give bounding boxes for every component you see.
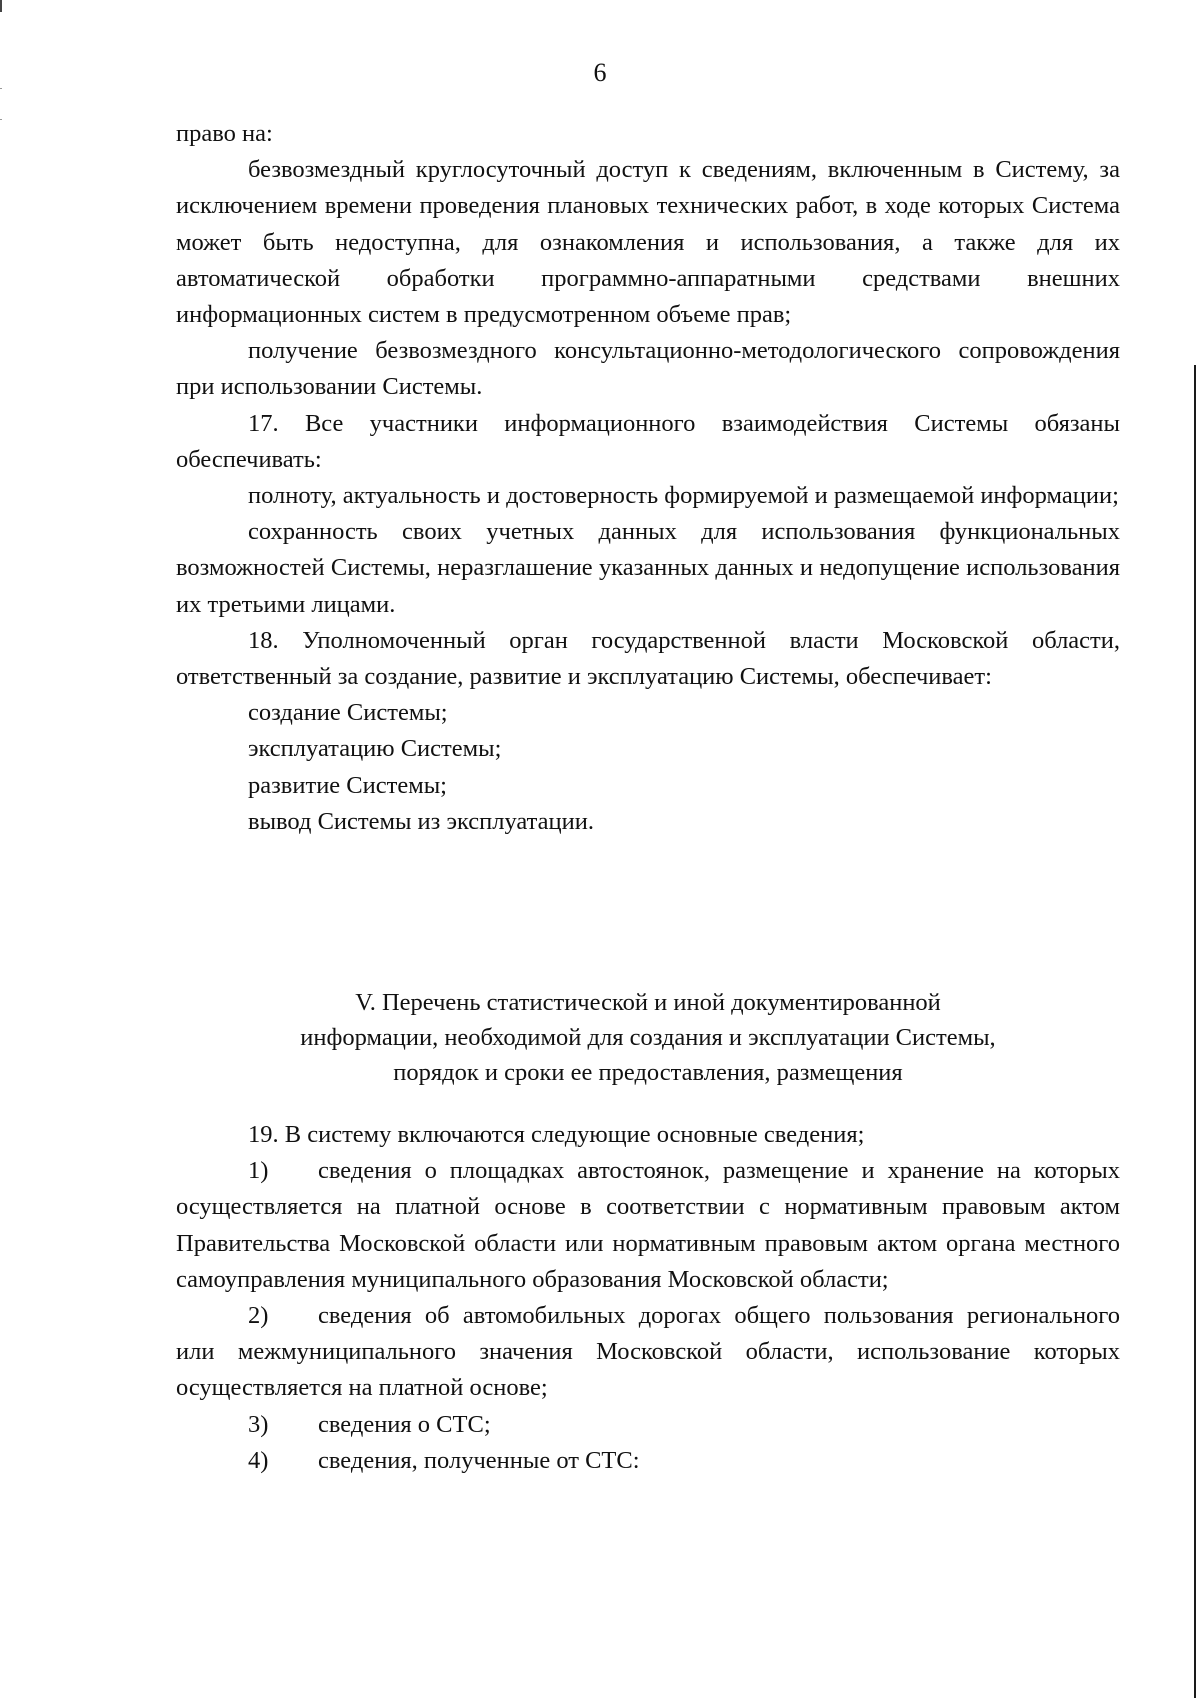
paragraph: безвозмездный круглосуточный доступ к сведениям, включенным в Систему, за исключением времени проведения плановых технических работ, в ходе которых Система может быть недоступна, для ознакомления и использования, а также для их автоматической обработки программно-аппаратными средствами внешних информационных систем в предусмотренном объеме прав;	[176, 156, 1120, 329]
list-item-number: 1)	[248, 1157, 269, 1185]
list-item	[176, 1443, 1120, 1479]
list-item	[176, 1407, 1120, 1443]
paragraph: сохранность своих учетных данных для использования функциональных возможностей Системы, неразглашение указанных данных и недопущение использования их третьими лицами.	[176, 518, 1120, 618]
paragraph: 17. Все участники информационного взаимодействия Системы обязаны обеспечивать:	[176, 409, 1120, 473]
page-number: 6	[593, 58, 607, 87]
scan-margin-line	[1194, 365, 1196, 1698]
paragraph: полноту, актуальность и достоверность формируемой и размещаемой информации;	[248, 482, 1119, 510]
paragraph: развитие Системы;	[248, 771, 447, 799]
section-intro: 19. В систему включаются следующие основные сведения;	[248, 1121, 865, 1148]
scan-corner-mark	[0, 0, 2, 12]
list-item-text: сведения о площадках автостоянок, размещение и хранение на которых осуществляется на платной основе в соответствии с нормативным правовым актом Правительства Московской области или нормативным правовым актом органа местного самоуправления муниципального образования Московской области;	[176, 1157, 1120, 1293]
scan-edge-mark	[0, 88, 2, 120]
list-item	[176, 1153, 1120, 1298]
paragraph: право на:	[176, 120, 273, 147]
section-heading	[176, 985, 1120, 1090]
section-heading-line: V. Перечень статистической и иной документированной	[355, 989, 941, 1016]
list-item-text: сведения об автомобильных дорогах общего пользования регионального или межмуниципального значения Московской области, использование которых осуществляется на платной основе;	[176, 1302, 1120, 1402]
paragraph: создание Системы;	[248, 699, 448, 727]
paragraph: 18. Уполномоченный орган государственной власти Московской области, ответственный за создание, развитие и эксплуатацию Системы, обеспечивает:	[176, 626, 1120, 691]
list-item-text: сведения, полученные от СТС:	[318, 1446, 640, 1474]
paragraph: эксплуатацию Системы;	[248, 735, 502, 763]
list-item-text: сведения о СТС;	[318, 1410, 491, 1438]
paragraph: получение безвозмездного консультационно-методологического сопровождения при использовании Системы.	[176, 337, 1120, 401]
body-text	[176, 116, 1120, 840]
section-body	[176, 1117, 1120, 1479]
list-item	[176, 1298, 1120, 1407]
section-heading-line: порядок и сроки ее предоставления, размещения	[393, 1059, 903, 1086]
paragraph: вывод Системы из эксплуатации.	[248, 807, 595, 835]
list-item-number: 2)	[248, 1302, 269, 1330]
list-item-number: 3)	[248, 1410, 269, 1438]
section-heading-line: информации, необходимой для создания и эксплуатации Системы,	[300, 1024, 996, 1051]
list-item-number: 4)	[248, 1446, 269, 1474]
